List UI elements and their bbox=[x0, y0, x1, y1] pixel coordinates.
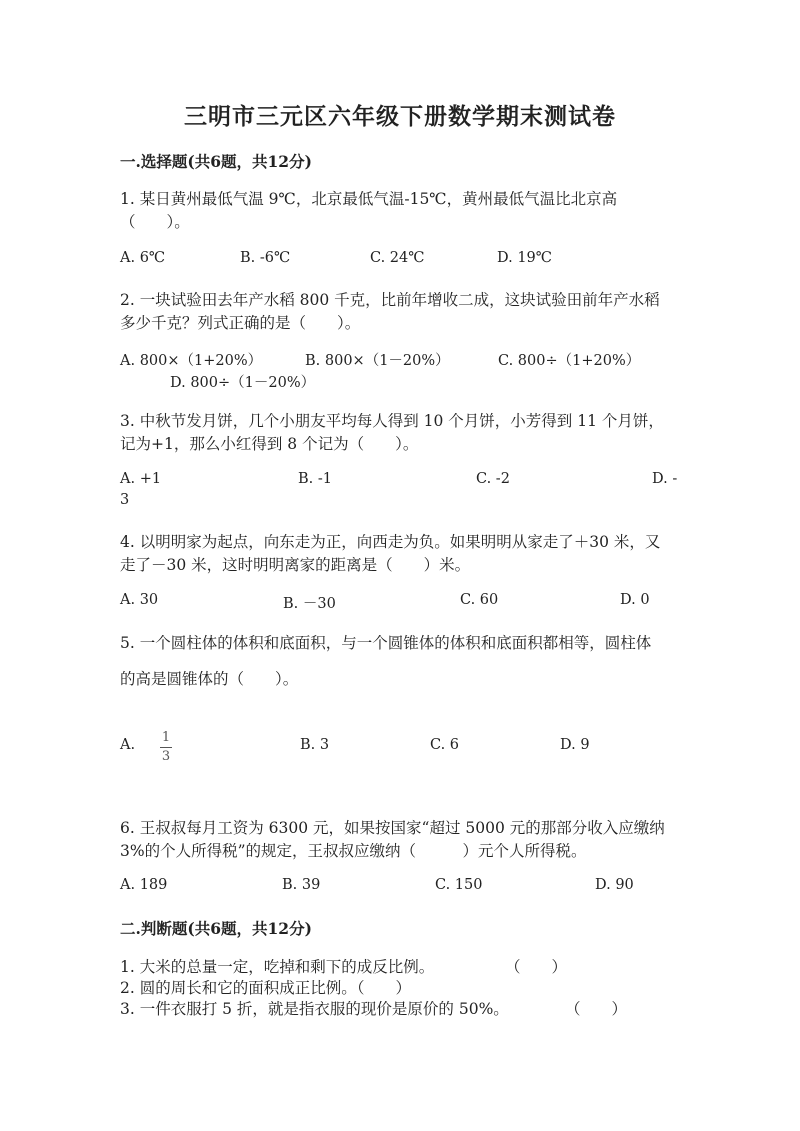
question-1-option-a: A. 6℃ bbox=[120, 250, 166, 266]
question-3-option-d: D. - bbox=[652, 471, 678, 487]
question-2-text-cont: 多少千克？列式正确的是（ ）。 bbox=[120, 314, 361, 332]
question-5-option-b: B. 3 bbox=[300, 737, 330, 753]
question-6-option-d: D. 90 bbox=[595, 877, 634, 893]
question-4-option-a: A. 30 bbox=[120, 592, 159, 608]
question-3-option-b: B. -1 bbox=[298, 471, 332, 487]
question-2-option-d: D. 800÷（1－20%） bbox=[170, 375, 316, 391]
question-1-text-cont: （ ）。 bbox=[120, 213, 190, 231]
page-title: 三明市三元区六年级下册数学期末测试卷 bbox=[184, 103, 616, 130]
section-heading-judge: 二.判断题(共6题，共12分) bbox=[120, 919, 312, 938]
fraction-denominator: 3 bbox=[161, 749, 171, 764]
question-6-option-a: A. 189 bbox=[120, 877, 168, 893]
fraction-numerator: 1 bbox=[161, 730, 171, 745]
question-3-text: 3. 中秋节发月饼，几个小朋友平均每人得到 10 个月饼，小芳得到 11 个月饼， bbox=[120, 412, 664, 430]
question-2-option-a: A. 800×（1+20%） bbox=[120, 353, 263, 369]
question-2-text: 2. 一块试验田去年产水稻 800 千克，比前年增收二成，这块试验田前年产水稻 bbox=[120, 291, 660, 309]
question-1-option-d: D. 19℃ bbox=[497, 250, 552, 266]
judge-item-3-paren: （ ） bbox=[565, 1000, 628, 1018]
judge-item-3-text: 3. 一件衣服打 5 折，就是指衣服的现价是原价的 50%。 bbox=[120, 1000, 509, 1018]
question-3-option-a: A. +1 bbox=[120, 471, 162, 487]
question-3-option-c: C. -2 bbox=[476, 471, 510, 487]
question-5-option-a: A. bbox=[120, 737, 136, 753]
question-6-text-cont: 3%的个人所得税”的规定，王叔叔应缴纳（ ）元个人所得税。 bbox=[120, 842, 587, 860]
question-5-text-cont: 的高是圆锥体的（ ）。 bbox=[120, 670, 299, 688]
question-1-option-b: B. -6℃ bbox=[240, 250, 291, 266]
judge-item-1-paren: （ ） bbox=[505, 958, 568, 976]
question-4-text: 4. 以明明家为起点，向东走为正，向西走为负。如果明明从家走了＋30 米，又 bbox=[120, 533, 661, 551]
question-6-text: 6. 王叔叔每月工资为 6300 元，如果按国家“超过 5000 元的那部分收入应缴纳 bbox=[120, 819, 665, 837]
question-3-text-cont: 记为+1，那么小红得到 8 个记为（ ）。 bbox=[120, 435, 419, 453]
question-5-option-a-fraction bbox=[160, 730, 172, 765]
question-6-option-c: C. 150 bbox=[435, 877, 483, 893]
section-heading-choice: 一.选择题(共6题，共12分) bbox=[120, 152, 312, 171]
question-3-option-d-cont: 3 bbox=[120, 492, 130, 508]
question-1-option-c: C. 24℃ bbox=[370, 250, 425, 266]
question-4-text-cont: 走了－30 米，这时明明离家的距离是（ ）米。 bbox=[120, 556, 471, 574]
judge-item-1-text: 1. 大米的总量一定，吃掉和剩下的成反比例。 bbox=[120, 958, 435, 976]
question-5-option-d: D. 9 bbox=[560, 737, 590, 753]
question-5-option-c: C. 6 bbox=[430, 737, 460, 753]
question-5-text: 5. 一个圆柱体的体积和底面积，与一个圆锥体的体积和底面积都相等，圆柱体 bbox=[120, 634, 652, 652]
question-4-option-c: C. 60 bbox=[460, 592, 499, 608]
question-4-option-d: D. 0 bbox=[620, 592, 650, 608]
fraction-bar bbox=[160, 747, 172, 748]
question-4-option-b: B. －30 bbox=[283, 596, 336, 612]
question-2-option-b: B. 800×（1－20%） bbox=[305, 353, 450, 369]
question-2-option-c: C. 800÷（1+20%） bbox=[498, 353, 641, 369]
question-6-option-b: B. 39 bbox=[282, 877, 321, 893]
question-1-text: 1. 某日黄州最低气温 9℃，北京最低气温-15℃，黄州最低气温比北京高 bbox=[120, 190, 618, 208]
judge-item-2-text: 2. 圆的周长和它的面积成正比例。（ ） bbox=[120, 979, 411, 997]
